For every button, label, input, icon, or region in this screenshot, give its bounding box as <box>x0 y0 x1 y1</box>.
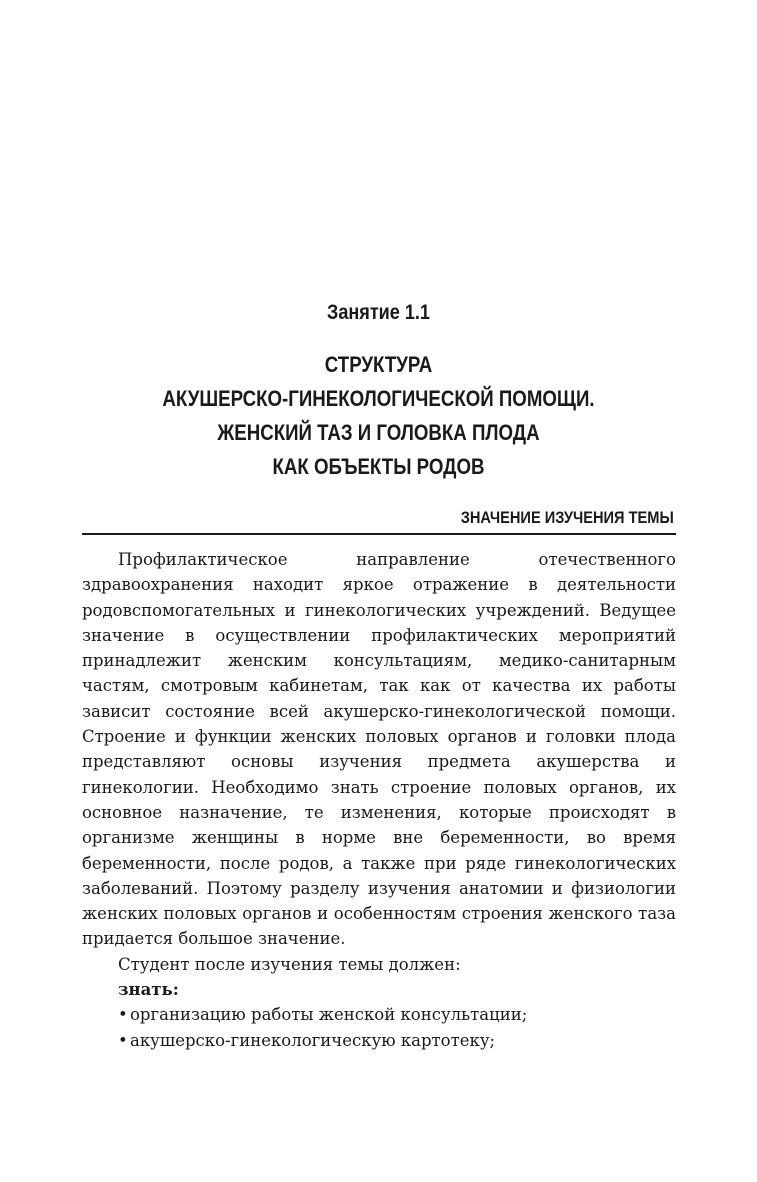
chapter-title <box>64 348 692 484</box>
section-divider <box>82 533 676 535</box>
student-line: Студент после изучения темы должен: <box>118 954 461 974</box>
bullet-icon: • <box>118 1005 128 1025</box>
title-line-2: АКУШЕРСКО-ГИНЕКОЛОГИЧЕСКОЙ ПОМОЩИ. <box>162 386 595 411</box>
bullet-icon: • <box>118 1030 128 1050</box>
title-line-3: ЖЕНСКИЙ ТАЗ И ГОЛОВКА ПЛОДА <box>217 420 540 445</box>
bullet-item <box>82 1002 676 1027</box>
bullet-text: организацию работы женской консультации; <box>130 1005 528 1025</box>
intro-paragraph: Профилактическое направление отечественного здравоохранения находит яркое отражение в деятельности родовспомогательных и гинекологических учреждений. Ведущее значение в осуществлении профилактических мероприятий принадлежит женским консультациям, медико-санитарным частям, смотровым кабинетам, так как от качества их работы зависит состояние всей акушерско-гинекологической помощи. Строение и функции женских половых органов и головки плода представляют основы изучения предмета акушерства и гинекологии. Необходимо знать строение половых органов, их основное назначение, те изменения, которые происходят в организме женщины в норме вне беременности, во время беременности, после родов, а также при ряде гинекологических заболеваний. Поэтому разделу изучения анатомии и физиологии женских половых органов и особенностям строения женского таза придается большое значение. <box>82 550 676 949</box>
bullet-text: акушерско-гинекологическую картотеку; <box>130 1030 496 1050</box>
lesson-label: Занятие 1.1 <box>327 301 430 324</box>
title-line-4: КАК ОБЪЕКТЫ РОДОВ <box>272 454 485 479</box>
body-text <box>82 547 676 1053</box>
bullet-item <box>82 1028 676 1053</box>
title-line-1: СТРУКТУРА <box>324 352 433 377</box>
know-label: знать: <box>118 980 179 1000</box>
section-heading: ЗНАЧЕНИЕ ИЗУЧЕНИЯ ТЕМЫ <box>460 508 674 527</box>
